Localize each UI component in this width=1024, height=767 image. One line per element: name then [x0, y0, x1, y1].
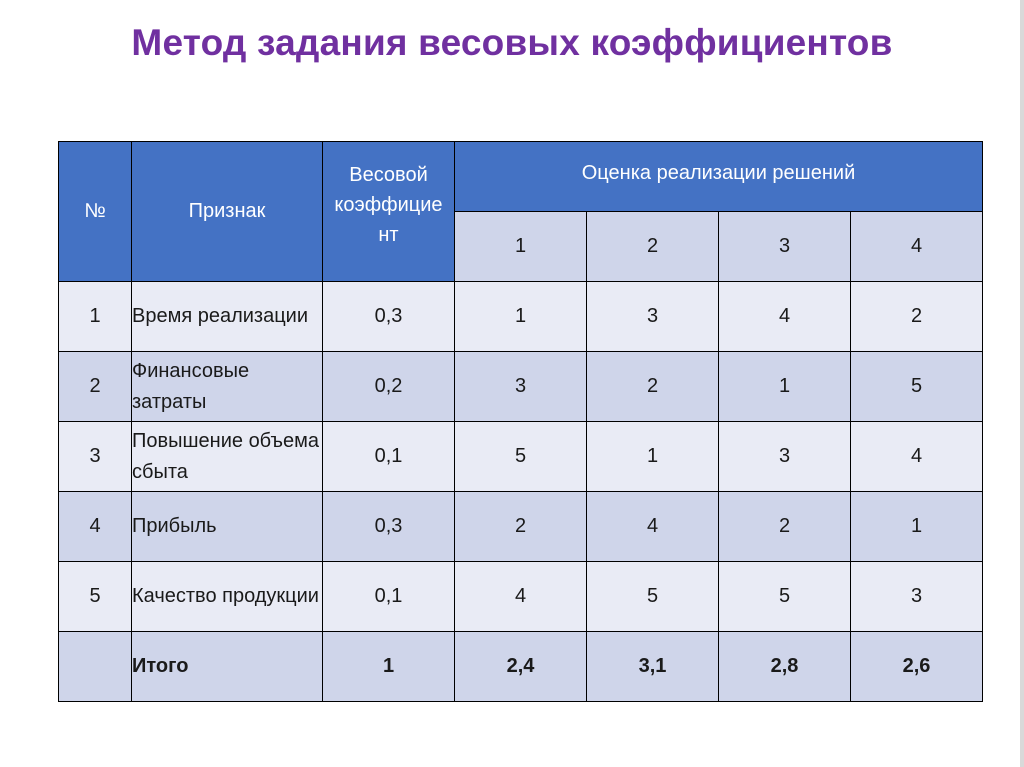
row-score: 5 — [455, 422, 587, 492]
total-score: 3,1 — [587, 632, 719, 702]
table-row — [59, 282, 983, 352]
row-score: 2 — [587, 352, 719, 422]
row-feature: Финансовые затраты — [132, 352, 323, 422]
row-score: 4 — [851, 422, 983, 492]
header-number: № — [59, 142, 132, 282]
header-solution-2: 2 — [587, 212, 719, 282]
row-score: 2 — [719, 492, 851, 562]
row-score: 3 — [851, 562, 983, 632]
row-score: 5 — [851, 352, 983, 422]
row-weight: 0,1 — [323, 562, 455, 632]
total-score: 2,6 — [851, 632, 983, 702]
row-weight: 0,3 — [323, 492, 455, 562]
header-solution-4: 4 — [851, 212, 983, 282]
total-score: 2,4 — [455, 632, 587, 702]
slide-right-edge — [1020, 0, 1024, 767]
header-weight — [323, 142, 455, 282]
row-score: 2 — [455, 492, 587, 562]
header-weight-label: Весовой коэффицие нт — [334, 163, 443, 246]
row-number: 2 — [59, 352, 132, 422]
header-evaluation — [455, 142, 983, 212]
table-row — [59, 352, 983, 422]
table-row — [59, 422, 983, 492]
header-row — [59, 142, 983, 212]
row-number: 4 — [59, 492, 132, 562]
row-feature: Повышение объема сбыта — [132, 422, 323, 492]
total-row — [59, 632, 983, 702]
header-solution-3: 3 — [719, 212, 851, 282]
row-score: 1 — [851, 492, 983, 562]
row-score: 4 — [719, 282, 851, 352]
row-weight: 0,2 — [323, 352, 455, 422]
row-number: 1 — [59, 282, 132, 352]
row-score: 1 — [587, 422, 719, 492]
row-score: 1 — [719, 352, 851, 422]
weights-table — [58, 141, 983, 702]
row-weight: 0,1 — [323, 422, 455, 492]
header-solution-1: 1 — [455, 212, 587, 282]
row-feature: Качество продукции — [132, 562, 323, 632]
slide-title: Метод задания весовых коэффициентов — [131, 22, 893, 63]
row-score: 4 — [587, 492, 719, 562]
table-row — [59, 492, 983, 562]
row-score: 1 — [455, 282, 587, 352]
total-label: Итого — [132, 632, 323, 702]
row-feature: Время реализации — [132, 282, 323, 352]
total-number-empty — [59, 632, 132, 702]
header-evaluation-label: Оценка реализации решений — [581, 162, 856, 184]
header-feature: Признак — [132, 142, 323, 282]
row-score: 3 — [455, 352, 587, 422]
row-number: 3 — [59, 422, 132, 492]
row-score: 2 — [851, 282, 983, 352]
total-weight: 1 — [323, 632, 455, 702]
row-feature: Прибыль — [132, 492, 323, 562]
row-score: 5 — [587, 562, 719, 632]
row-weight: 0,3 — [323, 282, 455, 352]
total-score: 2,8 — [719, 632, 851, 702]
row-score: 3 — [587, 282, 719, 352]
row-number: 5 — [59, 562, 132, 632]
table-row — [59, 562, 983, 632]
row-score: 5 — [719, 562, 851, 632]
row-score: 4 — [455, 562, 587, 632]
row-score: 3 — [719, 422, 851, 492]
